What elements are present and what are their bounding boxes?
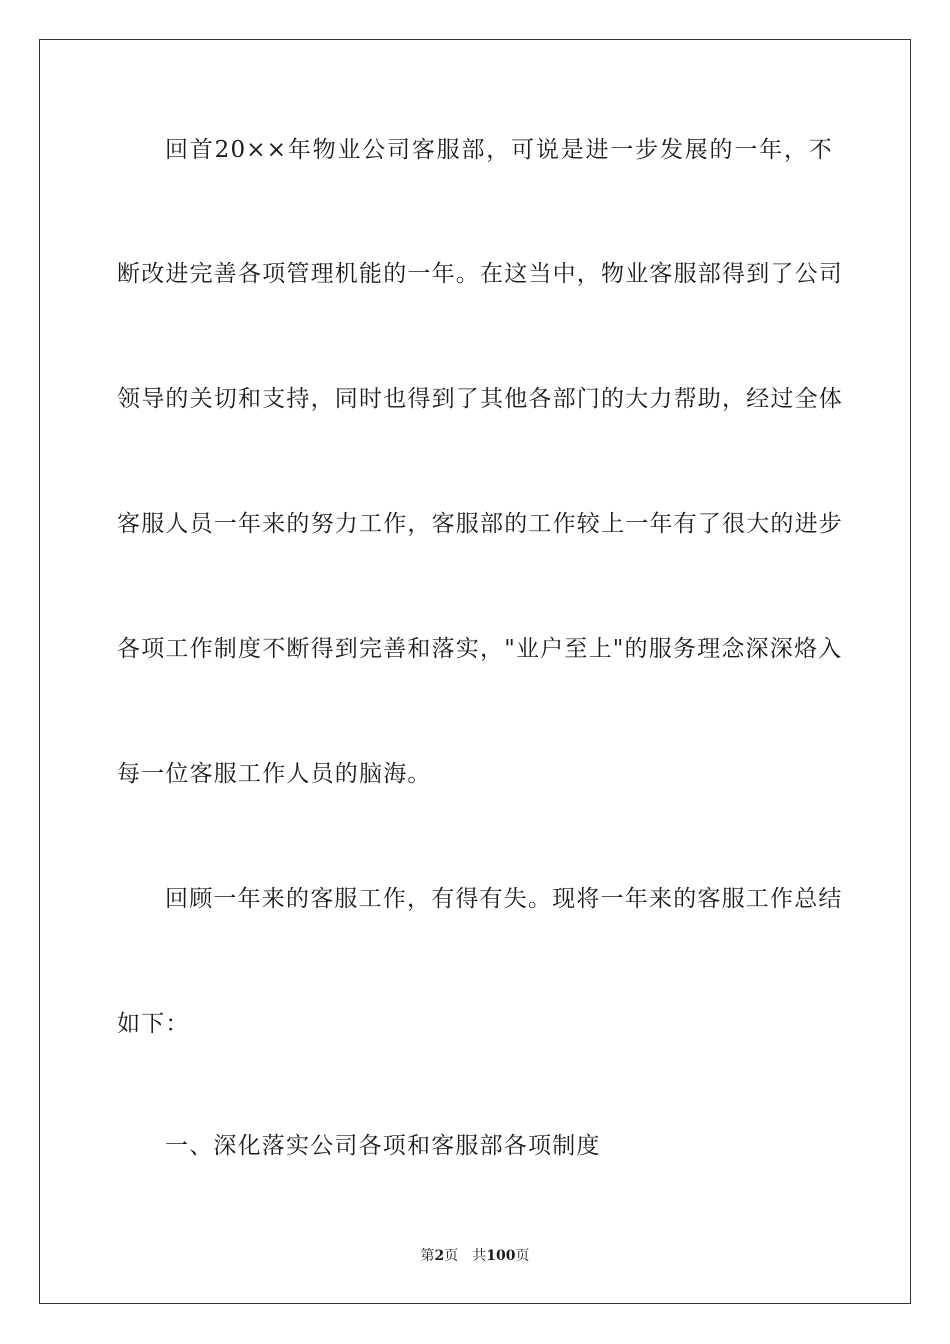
paragraph-line: 每一位客服工作人员的脑海。 [117,761,432,787]
total-suffix: 页 [515,1248,530,1264]
paragraph-line: 断改进完善各项管理机能的一年。在这当中，物业客服部得到了公司 [117,261,843,287]
total-prefix: 共 [472,1248,487,1264]
paragraph-line: 回顾一年来的客服工作，有得有失。现将一年来的客服工作总结 [165,886,843,912]
section-heading: 一、深化落实公司各项和客服部各项制度 [165,1133,601,1159]
paragraph-line: 客服人员一年来的努力工作，客服部的工作较上一年有了很大的进步 [117,511,843,537]
paragraph-line: 各项工作制度不断得到完善和落实，"业户至上"的服务理念深深烙入 [117,636,843,662]
paragraph-line: 领导的关切和支持，同时也得到了其他各部门的大力帮助，经过全体 [117,386,843,412]
page-border [39,39,911,1304]
page-suffix: 页 [444,1248,459,1264]
page-prefix: 第 [420,1248,435,1264]
total-pages: 100 [486,1248,516,1264]
paragraph-line: 如下： [117,1011,190,1037]
paragraph-line: 回首20××年物业公司客服部，可说是进一步发展的一年，不 [165,137,833,163]
page-number: 2 [434,1248,445,1264]
page-footer [0,1247,950,1265]
